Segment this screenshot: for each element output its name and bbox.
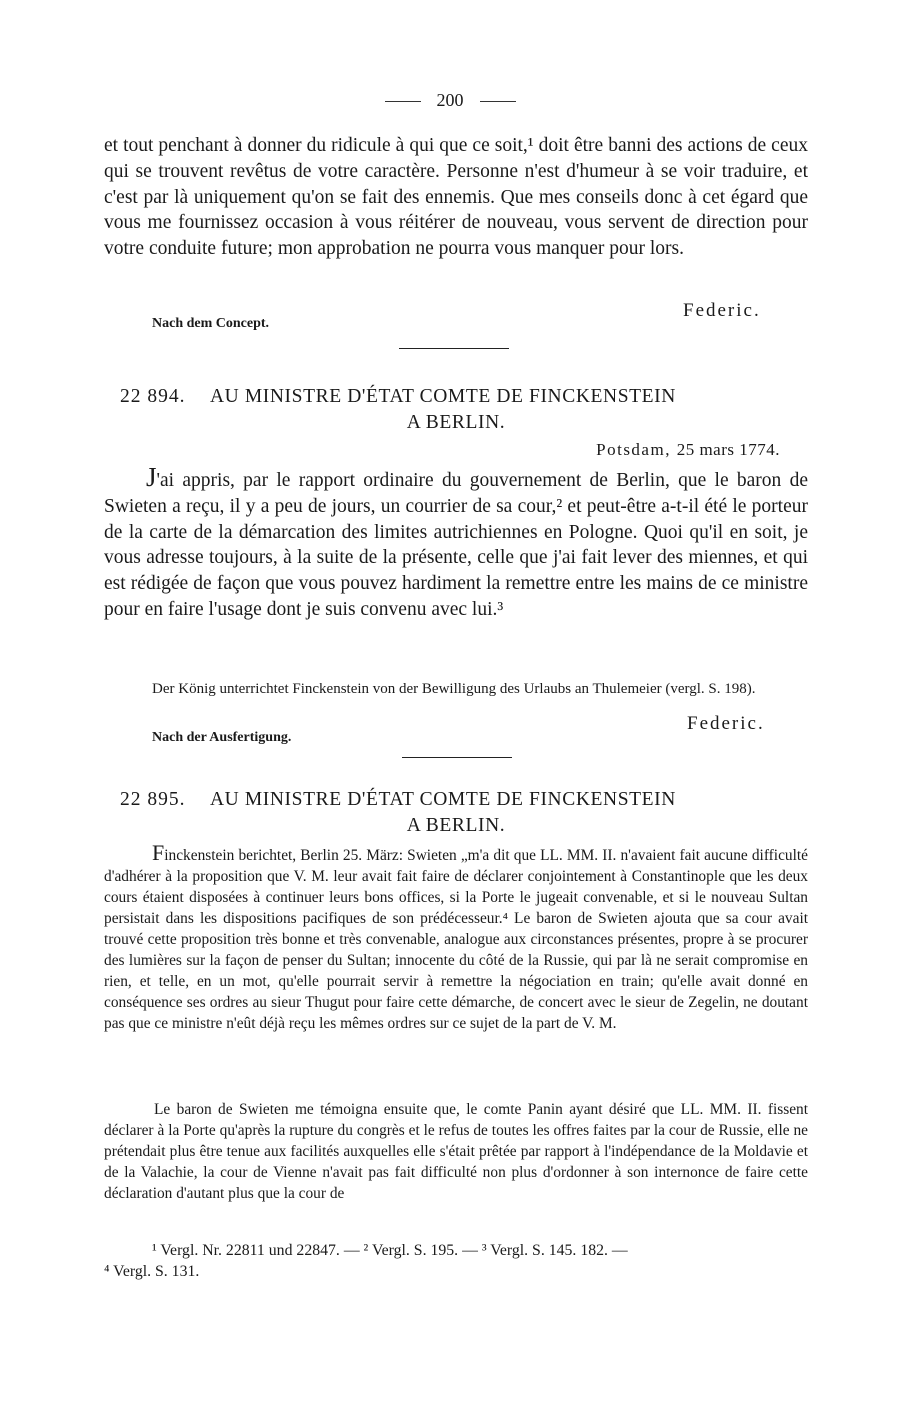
footnote-line: ¹ Vergl. Nr. 22811 und 22847. — ² Vergl. S. 195. — ³ Vergl. S. 145. 182. — (152, 1242, 628, 1259)
letter-body (104, 462, 808, 623)
initial-letter: F (152, 840, 165, 865)
editorial-remark: Der König unterrichtet Finckenstein von der Bewilligung des Urlaubs an Thulemeier (vergl. S. 198). (152, 681, 756, 697)
dateline-date: 25 mars 1774. (676, 440, 780, 459)
summary-paragraph: Le baron de Swieten me témoigna ensuite que, le comte Panin ayant désiré que LL. MM. II. fissent déclarer à la Porte qu'après la rupture du congrès et le refus de toutes les offres faites par la cour de Russie, elle ne prétendait plus être tenue aux facilités auxquelles elle s'était prêtée par rapport à l'indépendance de la Moldavie et de la Valachie, la cour de Vienne n'avait pas fait difficulté non plus d'ordonner à son internonce de faire cette déclaration d'autant plus que la cour de (104, 1101, 808, 1202)
source-note: Nach der Ausfertigung. (152, 730, 292, 745)
section-divider (402, 757, 512, 758)
letter-body-text: 'ai appris, par le rapport ordinaire du gouvernement de Berlin, que le baron de Swieten a reçu, il y a peu de jours, un courrier de sa cour,² et peut-être a-t-il été le porteur de la carte de la démarcation des limites autrichiennes en Pologne. Quoi qu'il en soit, je vous adresse toujours, à la suite de la présente, celle que j'ai fait lever des miennes, et qui est rédigée de façon que vous pouvez hardiment la remettre entre les mains de ce ministre pour en faire l'usage dont je suis convenu avec lui.³ (104, 470, 808, 620)
continuation-text: et tout penchant à donner du ridicule à qui que ce soit,¹ doit être banni des actions de ceux qui se trouvent revêtus de votre caractère. Personne n'est d'humeur à se voir traduire, et c'est par là uniquement qu'on se fait des ennemis. Que mes conseils donc à cet égard que vous me fournissez occasion à vous réitérer de nouveau, vous servent de direction pour votre conduite future; mon approbation ne pourra vous manquer pour lors. (104, 135, 808, 260)
page-header (0, 90, 900, 111)
letter-title: AU MINISTRE D'ÉTAT COMTE DE FINCKENSTEIN (210, 789, 676, 810)
header-rule-right (480, 101, 516, 102)
letter-number: 22 894. (120, 386, 186, 407)
section-divider (399, 348, 509, 349)
initial-letter: J (146, 462, 157, 492)
dateline-place: Potsdam, (596, 440, 671, 459)
letter-title: AU MINISTRE D'ÉTAT COMTE DE FINCKENSTEIN (210, 386, 676, 407)
letter-heading (104, 787, 808, 839)
page-number: 200 (436, 90, 464, 110)
summary-paragraph (104, 840, 808, 1034)
letter-number: 22 895. (120, 789, 186, 810)
letter-heading (104, 384, 808, 436)
footnote-line: ⁴ Vergl. S. 131. (104, 1263, 200, 1280)
summary-text: inckenstein berichtet, Berlin 25. März: Swieten „m'a dit que LL. MM. II. n'avaient fait aucune difficulté d'adhérer à la proposition que V. M. leur avait fait faire de déclarer conjointement à Constantinople que les deux cours étaient disposées à continuer leurs bons offices, si la Porte le jugeait convenable, et si le nouveau Sultan persistait dans les dispositions pacifiques de son prédécesseur.⁴ Le baron de Swieten ajouta que sa cour avait trouvé cette proposition très bonne et très convenable, analogue aux circonstances présentes, propre à se procurer des lumières sur la façon de penser du Sultan; innocente du côté de la Russie, qui par là ne serait compromise en rien, et telle, en un mot, qu'elle pourrait servir à remettre la négociation en train; qu'elle avait donné en conséquence ses ordres au sieur Thugut pour faire cette démarche, de concert avec le sieur de Zegelin, ne doutant pas que ce ministre n'eût déjà reçu les mêmes ordres sur ce sujet de la part de V. M. (104, 847, 808, 1032)
letter-title-line2: A BERLIN. (406, 412, 506, 433)
signature: Federic. (683, 300, 761, 321)
dateline (596, 440, 780, 460)
signature: Federic. (687, 713, 765, 734)
header-rule-left (385, 101, 421, 102)
source-note: Nach dem Concept. (152, 316, 270, 331)
letter-title-line2: A BERLIN. (406, 815, 506, 836)
